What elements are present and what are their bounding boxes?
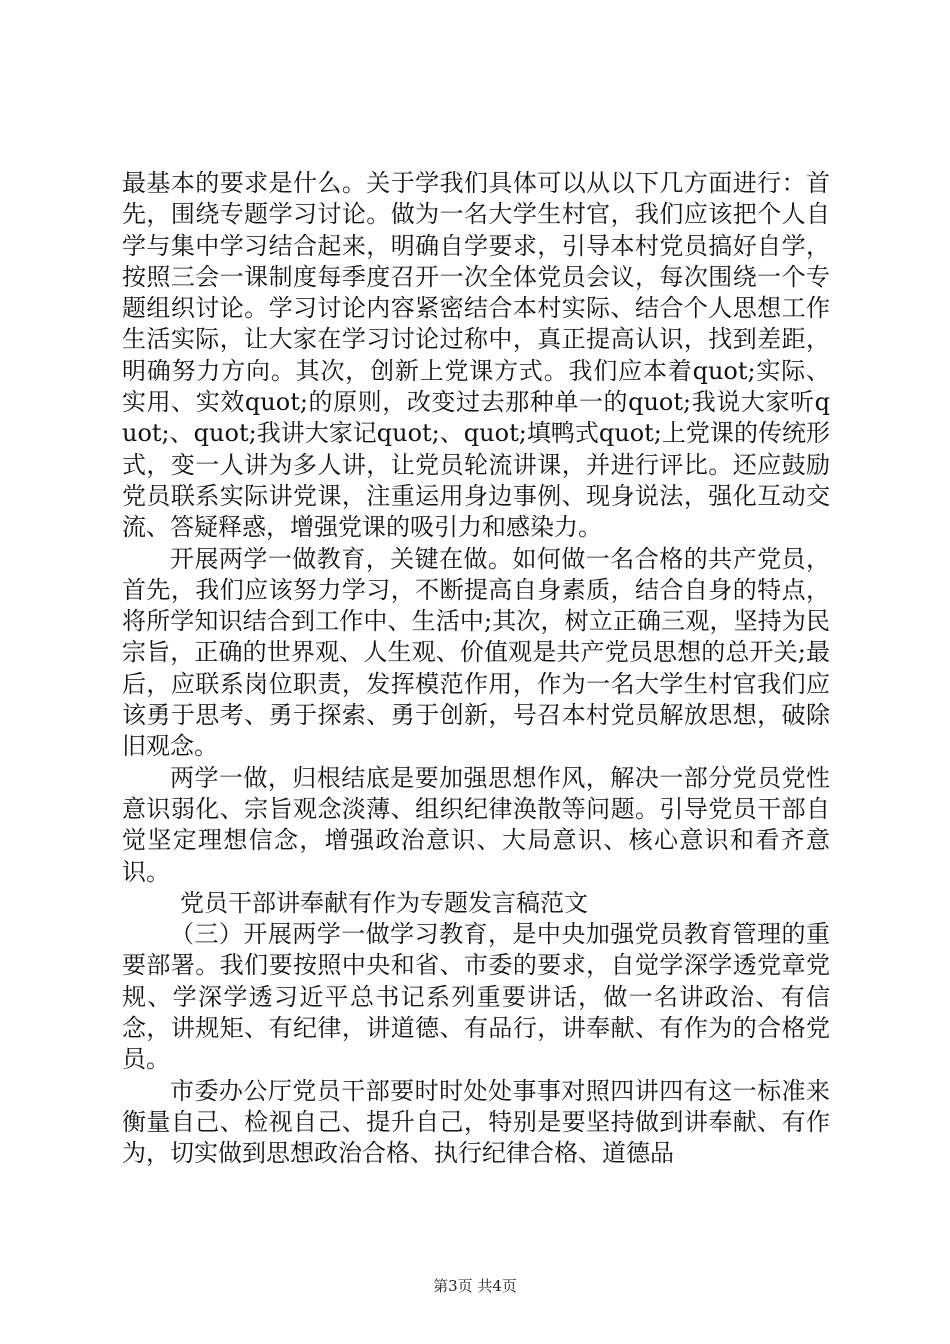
section-heading: 党员干部讲奉献有作为专题发言稿范文	[180, 888, 588, 917]
page-number-footer: 第3页 共4页	[433, 1277, 517, 1295]
paragraph-conclusion: 两学一做，归根结底是要加强思想作风，解决一部分党员党性意识弱化、宗旨观念淡薄、组织纪律涣散等问题。引导党员干部自觉坚定理想信念，增强政治意识、大局意识、核心意识和看齐意识。	[122, 763, 830, 886]
paragraph-section-three: （三）开展两学一做学习教育，是中央加强党员教育管理的重要部署。我们要按照中央和省、市委的要求，自觉学深学透党章党规、学深学透习近平总书记系列重要讲话，做一名讲政治、有信念，讲规矩、有纪律，讲道德、有品行，讲奉献、有作为的合格党员。	[122, 920, 830, 1074]
paragraph-continuation: 最基本的要求是什么。关于学我们具体可以从以下几方面进行：首先，围绕专题学习讨论。做为一名大学生村官，我们应该把个人自学与集中学习结合起来，明确自学要求，引导本村党员搞好自学，按照三会一课制度每季度召开一次全体党员会议，每次围绕一个专题组织讨论。学习讨论内容紧密结合本村实际、结合个人思想工作生活实际，让大家在学习讨论过称中，真正提高认识，找到差距，明确努力方向。其次，创新上党课方式。我们应本着quot;实际、实用、实效quot;的原则，改变过去那种单一的quot;我说大家听quot;、quot;我讲大家记quot;、quot;填鸭式quot;上党课的传统形式，变一人讲为多人讲，让党员轮流讲课，并进行评比。还应鼓励党员联系实际讲党课，注重运用身边事例、现身说法，强化互动交流、答疑释惑，增强党课的吸引力和感染力。	[122, 169, 830, 542]
paragraph-practice: 开展两学一做教育，关键在做。如何做一名合格的共产党员，首先，我们应该努力学习，不断提高自身素质，结合自身的特点，将所学知识结合到工作中、生活中;其次，树立正确三观，坚持为民宗旨，正确的世界观、人生观、价值观是共产党员思想的总开关;最后，应联系岗位职责，发挥模范作用，作为一名大学生村官我们应该勇于思考、勇于探索、勇于创新，号召本村党员解放思想，破除旧观念。	[122, 544, 830, 761]
paragraph-municipal-office: 市委办公厅党员干部要时时处处事事对照四讲四有这一标准来衡量自己、检视自己、提升自己，特别是要坚持做到讲奉献、有作为，切实做到思想政治合格、执行纪律合格、道德品	[122, 1076, 830, 1168]
document-body	[122, 168, 830, 1170]
